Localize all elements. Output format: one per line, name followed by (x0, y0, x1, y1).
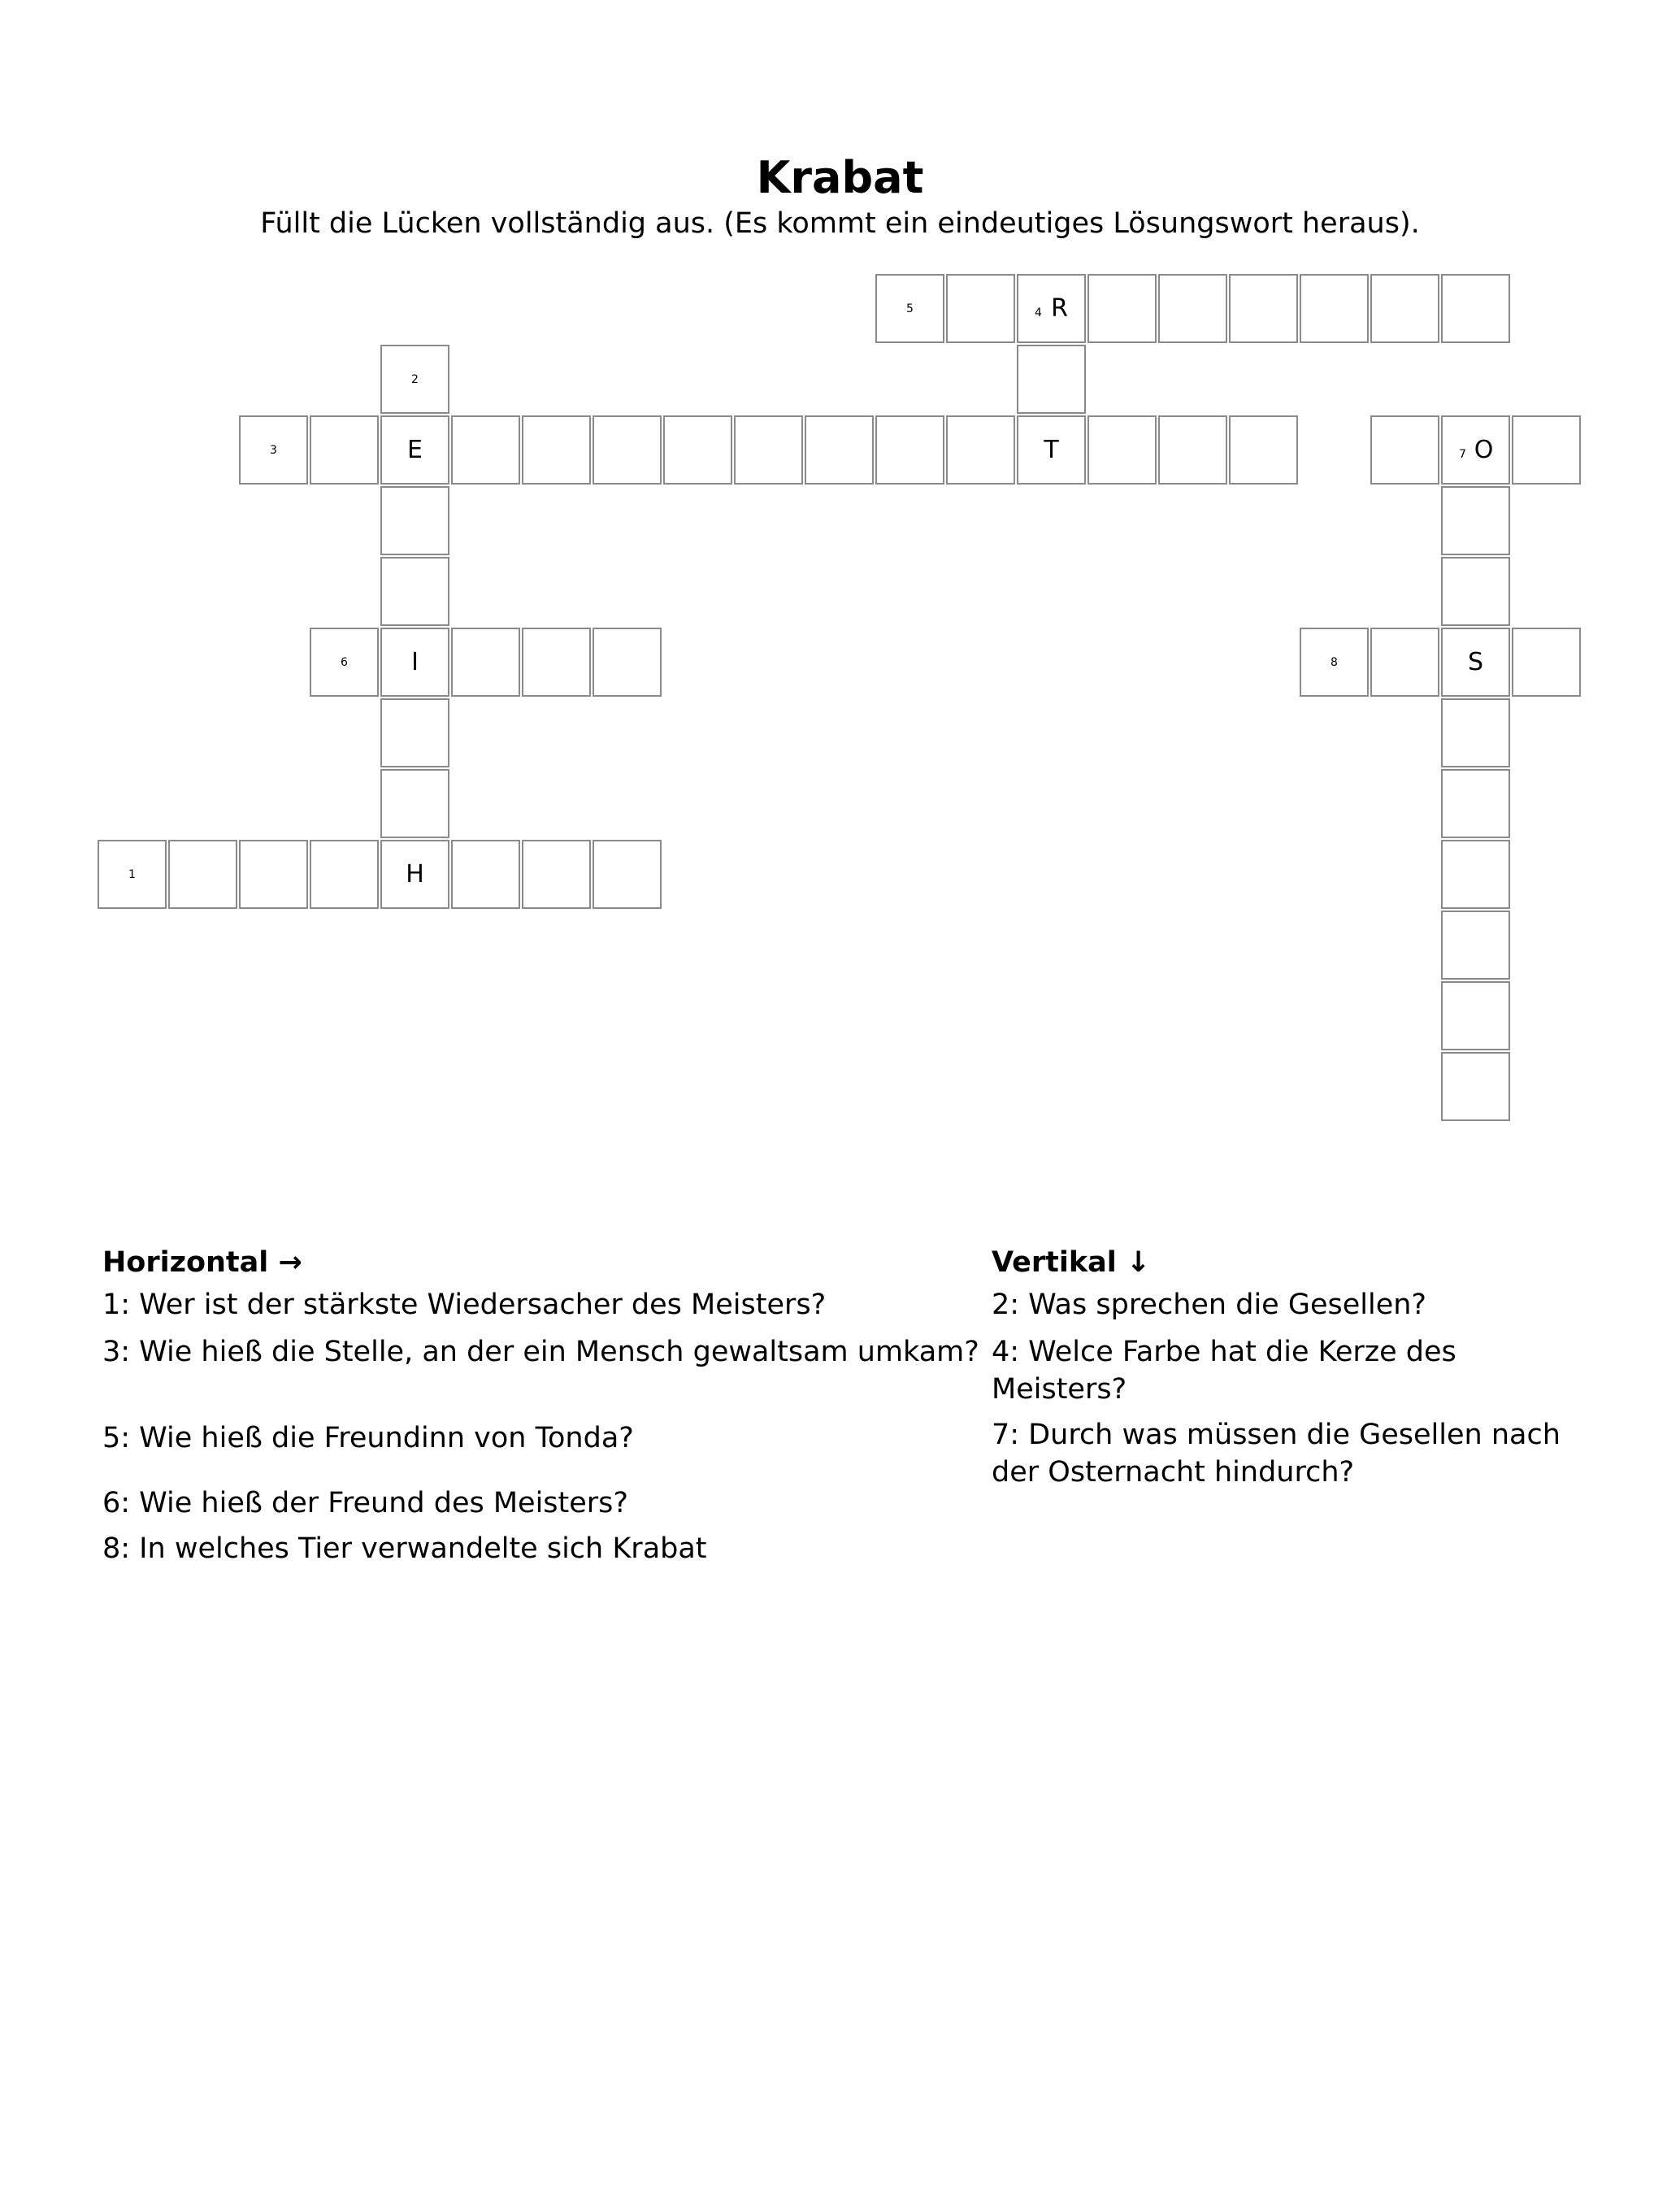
crossword-cell[interactable] (380, 415, 449, 485)
instructions-text: Füllt die Lücken vollständig aus. (Es kommt ein eindeutiges Lösungswort heraus). (260, 207, 1420, 240)
crossword-cell[interactable] (1441, 415, 1510, 485)
crossword-cell[interactable] (805, 415, 874, 485)
crossword-cell[interactable] (734, 415, 803, 485)
crossword-cell[interactable] (1441, 698, 1510, 767)
given-letter: O (1474, 436, 1494, 464)
crossword-cell[interactable] (380, 557, 449, 626)
worksheet-title: Krabat (756, 152, 924, 204)
clue-number: 6 (341, 655, 348, 669)
crossword-cell[interactable] (1512, 415, 1581, 485)
crossword-cell[interactable] (1087, 274, 1157, 343)
given-letter: T (1044, 436, 1059, 464)
clue-number: 1 (128, 867, 136, 881)
crossword-cell[interactable] (1441, 840, 1510, 909)
crossword-cell[interactable] (593, 840, 662, 909)
crossword-cell[interactable] (522, 840, 591, 909)
horizontal-heading: Horizontal → (102, 1246, 302, 1279)
crossword-cell[interactable] (1370, 274, 1439, 343)
crossword-cell[interactable] (380, 628, 449, 697)
crossword-cell[interactable] (946, 415, 1015, 485)
clue-horizontal-6: 6: Wie hieß der Freund des Meisters? (102, 1487, 628, 1519)
crossword-cell[interactable] (380, 486, 449, 555)
crossword-cell[interactable] (1229, 415, 1298, 485)
crossword-cell[interactable] (1441, 486, 1510, 555)
crossword-cell[interactable] (380, 769, 449, 838)
crossword-cell[interactable] (310, 840, 379, 909)
crossword-cell[interactable] (380, 840, 449, 909)
crossword-cell[interactable] (875, 274, 944, 343)
crossword-cell[interactable] (1441, 274, 1510, 343)
crossword-cell[interactable] (451, 628, 520, 697)
crossword-cell[interactable] (168, 840, 237, 909)
crossword-cell[interactable] (1441, 557, 1510, 626)
crossword-cell[interactable] (593, 628, 662, 697)
crossword-cell[interactable] (593, 415, 662, 485)
crossword-cell[interactable] (1158, 415, 1227, 485)
crossword-cell[interactable] (239, 840, 308, 909)
crossword-cell[interactable] (310, 415, 379, 485)
crossword-cell[interactable] (1441, 911, 1510, 980)
crossword-cell[interactable] (1017, 274, 1086, 343)
clue-vertical-2: 2: Was sprechen die Gesellen? (992, 1289, 1426, 1321)
vertical-heading: Vertikal ↓ (992, 1246, 1151, 1279)
crossword-cell[interactable] (1441, 1052, 1510, 1121)
crossword-cell[interactable] (1158, 274, 1227, 343)
crossword-cell[interactable] (1017, 345, 1086, 414)
crossword-cell[interactable] (239, 415, 308, 485)
horizontal-clues (102, 1244, 980, 1567)
crossword-cell[interactable] (380, 345, 449, 414)
crossword-cell[interactable] (1441, 981, 1510, 1050)
crossword-cell[interactable] (1370, 628, 1439, 697)
crossword-cell[interactable] (946, 274, 1015, 343)
clue-number: 8 (1331, 655, 1338, 669)
clue-horizontal-1: 1: Wer ist der stärkste Wiedersacher des Meisters? (102, 1289, 827, 1321)
clue-vertical-4: 4: Welce Farbe hat die Kerze des Meisters? (992, 1336, 1456, 1406)
clue-vertical-7: 7: Durch was müssen die Gesellen nach der Osternacht hindurch? (992, 1419, 1561, 1489)
clue-number: 2 (411, 372, 419, 386)
crossword-cell[interactable] (310, 628, 379, 697)
clue-horizontal-3: 3: Wie hieß die Stelle, an der ein Mensch gewaltsam umkam? (102, 1336, 979, 1368)
clue-number: 5 (906, 302, 914, 315)
crossword-cell[interactable] (522, 628, 591, 697)
crossword-cell[interactable] (451, 415, 520, 485)
clue-number: 3 (270, 443, 277, 457)
crossword-cell[interactable] (1229, 274, 1298, 343)
crossword-cell[interactable] (522, 415, 591, 485)
crossword-cell[interactable] (1512, 628, 1581, 697)
crossword-cell[interactable] (98, 840, 167, 909)
crossword-cell[interactable] (1017, 415, 1086, 485)
crossword-cell[interactable] (1300, 274, 1369, 343)
vertical-clues (992, 1244, 1593, 1491)
given-letter: S (1467, 648, 1484, 676)
clue-number: 4 (1035, 306, 1042, 319)
crossword-cell[interactable] (1441, 769, 1510, 838)
clue-horizontal-5: 5: Wie hieß die Freundinn von Tonda? (102, 1422, 634, 1454)
crossword-cell[interactable] (1441, 628, 1510, 697)
given-letter: E (407, 436, 423, 464)
crossword-cell[interactable] (1370, 415, 1439, 485)
crossword-cell[interactable] (451, 840, 520, 909)
clue-horizontal-8: 8: In welches Tier verwandelte sich Krabat (102, 1532, 707, 1565)
given-letter: I (411, 648, 419, 676)
crossword-cell[interactable] (663, 415, 732, 485)
crossword-cell[interactable] (380, 698, 449, 767)
given-letter: H (406, 860, 424, 889)
crossword-cell[interactable] (1087, 415, 1157, 485)
given-letter: R (1051, 294, 1068, 323)
clue-number: 7 (1459, 448, 1466, 461)
crossword-cell[interactable] (875, 415, 944, 485)
crossword-cell[interactable] (1300, 628, 1369, 697)
